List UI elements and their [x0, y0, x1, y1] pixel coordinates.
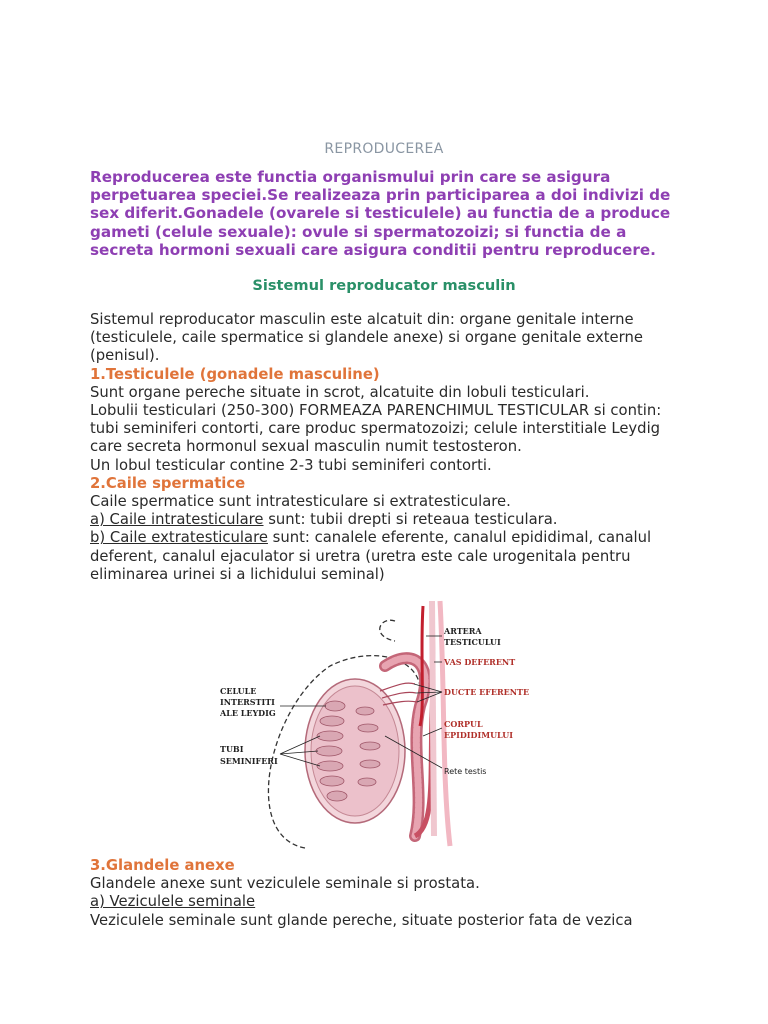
extra-label: b) Caile extratesticulare	[90, 529, 268, 547]
body-text-glands	[90, 857, 690, 930]
ducts-extra	[90, 529, 690, 584]
heading-testiculele: 1.Testiculele (gonadele masculine)	[90, 365, 380, 383]
label-vas-deferent: VAS DEFERENT	[444, 657, 516, 667]
testicle-line-3: Un lobul testicular contine 2-3 tubi seminiferi contorti.	[90, 456, 492, 474]
testis-illustration	[220, 596, 540, 852]
paragraph-composition: Sistemul reproducator masculin este alcatuit din: organe genitale interne (testiculele, caile spermatice si glandele anexe) si organe genitale externe (penisul).	[90, 311, 643, 365]
testicle-line-1: Sunt organe pereche situate in scrot, alcatuite din lobuli testiculari.	[90, 383, 590, 401]
intra-label: a) Caile intratesticulare	[90, 511, 264, 529]
label-tubi-1: TUBI	[220, 744, 244, 754]
heading-caile-spermatice: 2.Caile spermatice	[90, 474, 246, 492]
label-corpul-1: CORPUL	[444, 719, 483, 729]
testis-diagram	[220, 596, 540, 852]
seminal-vesicles-label: a) Veziculele seminale	[90, 893, 256, 911]
section-subtitle: Sistemul reproducator masculin	[252, 277, 516, 294]
ducts-line-1: Caile spermatice sunt intratesticulare si extratesticulare.	[90, 493, 511, 511]
label-artera-1: ARTERA	[444, 626, 482, 636]
intro-paragraph: Reproducerea este functia organismului prin care se asigura perpetuarea speciei.Se realizeaza prin participarea a doi indivizi de sex diferit.Gonadele (ovarele si testiculele) au functia de a produce gameti (celule sexuale): ovule si spermatozoizi; si functia de a secreta hormoni sexuali care asigura conditii pentru reproducere.	[90, 168, 671, 259]
extra-text: sunt: canalele eferente, canalul epididimal, canalul deferent, canalul ejaculator si uretra (uretra este cale urogenitala pentru eliminarea urinei si a lichidului seminal)	[90, 529, 652, 583]
testicle-line-2: Lobulii testiculari (250-300) FORMEAZA PARENCHIMUL TESTICULAR si contin: tubi seminiferi contorti, care produc spermatozoizi; celule interstitiale Leydig care secreta hormonul sexual masculin numit testosteron.	[90, 402, 662, 456]
label-artera-2: TESTICULUI	[444, 637, 501, 647]
glands-line-1: Glandele anexe sunt veziculele seminale si prostata.	[90, 875, 480, 893]
glands-line-2: Veziculele seminale sunt glande pereche, situate posterior fata de vezica	[90, 911, 633, 929]
heading-glandele-anexe: 3.Glandele anexe	[90, 857, 235, 874]
ducts-intra	[90, 511, 690, 529]
body-text	[90, 311, 690, 584]
label-celule-2: INTERSTITI	[220, 697, 275, 707]
label-rete-testis: Rete testis	[444, 767, 487, 776]
label-ducte-eferente: DUCTE EFERENTE	[444, 687, 530, 697]
label-tubi-2: SEMINIFERI	[220, 756, 278, 766]
label-celule-3: ALE LEYDIG	[220, 708, 276, 718]
page-title: REPRODUCEREA	[324, 141, 444, 157]
label-corpul-2: EPIDIDIMULUI	[444, 730, 513, 740]
intra-text: sunt: tubii drepti si reteaua testiculara.	[263, 511, 558, 529]
label-celule-1: CELULE	[220, 686, 257, 696]
